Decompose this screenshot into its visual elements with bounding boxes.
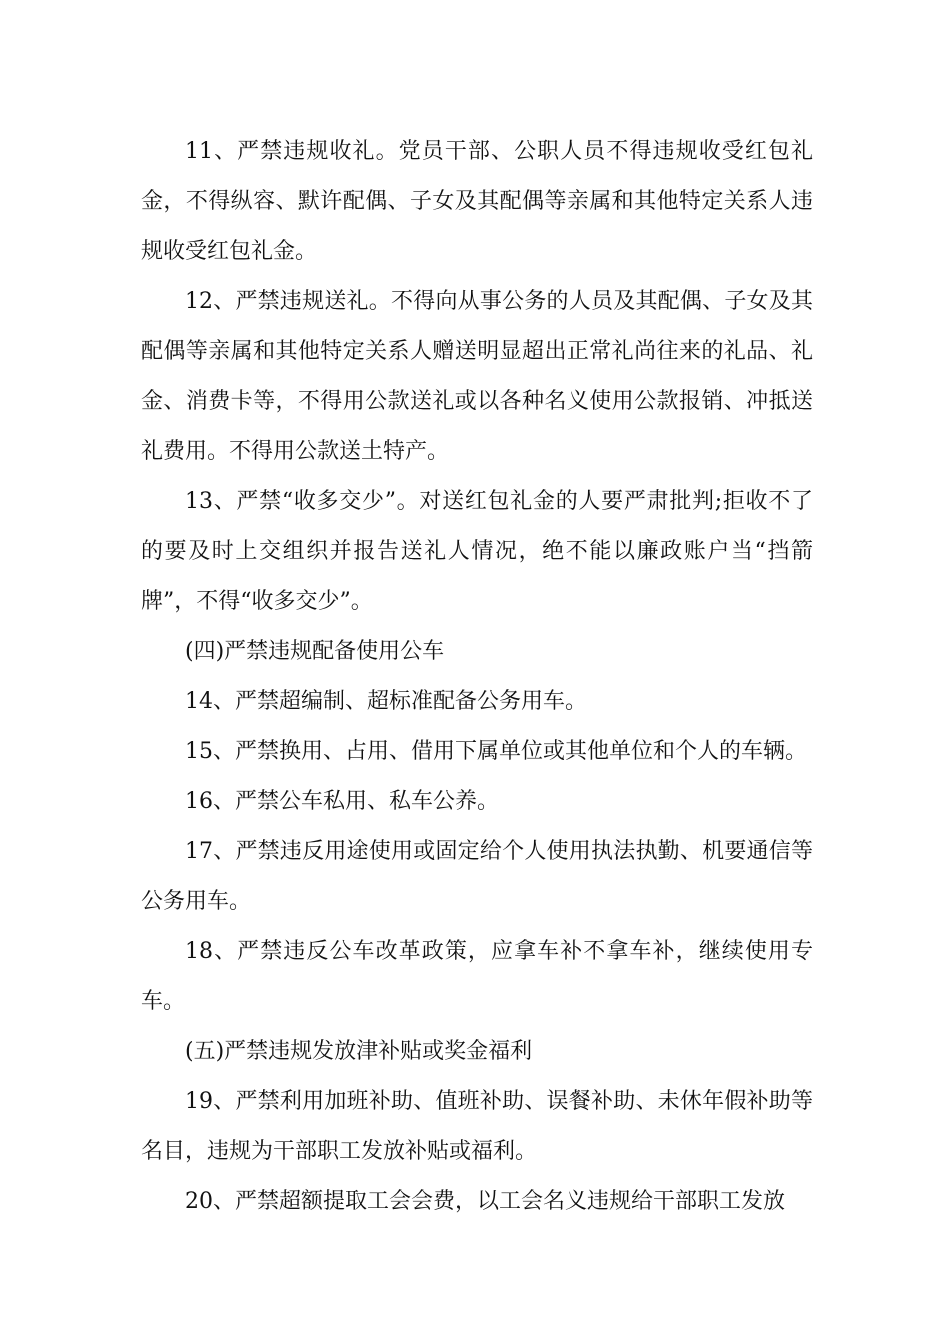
paragraph-item-19: 19、严禁利用加班补助、值班补助、误餐补助、未休年假补助等名目，违规为干部职工发放补贴或福利。 bbox=[141, 1089, 813, 1164]
paragraph-item-15: 15、严禁换用、占用、借用下属单位或其他单位和个人的车辆。 bbox=[185, 739, 807, 764]
paragraph-item-16: 16、严禁公车私用、私车公养。 bbox=[185, 789, 499, 814]
paragraph-item-20: 20、严禁超额提取工会会费，以工会名义违规给干部职工发放 bbox=[185, 1189, 785, 1214]
section-heading-5: (五)严禁违规发放津补贴或奖金福利 bbox=[185, 1039, 533, 1064]
paragraph-item-14: 14、严禁超编制、超标准配备公务用车。 bbox=[185, 689, 587, 714]
paragraph-item-12: 12、严禁违规送礼。不得向从事公务的人员及其配偶、子女及其配偶等亲属和其他特定关系人赠送明显超出正常礼尚往来的礼品、礼金、消费卡等，不得用公款送礼或以各种名义使用公款报销、冲抵送礼费用。不得用公款送土特产。 bbox=[141, 289, 813, 464]
section-heading-4: (四)严禁违规配备使用公车 bbox=[185, 639, 445, 664]
paragraph-item-13: 13、严禁“收多交少”。对送红包礼金的人要严肃批判;拒收不了的要及时上交组织并报告送礼人情况，绝不能以廉政账户当“挡箭牌”，不得“收多交少”。 bbox=[141, 489, 813, 614]
paragraph-item-11: 11、严禁违规收礼。党员干部、公职人员不得违规收受红包礼金，不得纵容、默许配偶、子女及其配偶等亲属和其他特定关系人违规收受红包礼金。 bbox=[141, 139, 813, 264]
paragraph-item-17: 17、严禁违反用途使用或固定给个人使用执法执勤、机要通信等公务用车。 bbox=[141, 839, 813, 914]
paragraph-item-18: 18、严禁违反公车改革政策，应拿车补不拿车补，继续使用专车。 bbox=[141, 939, 813, 1014]
document-body bbox=[141, 127, 813, 1227]
